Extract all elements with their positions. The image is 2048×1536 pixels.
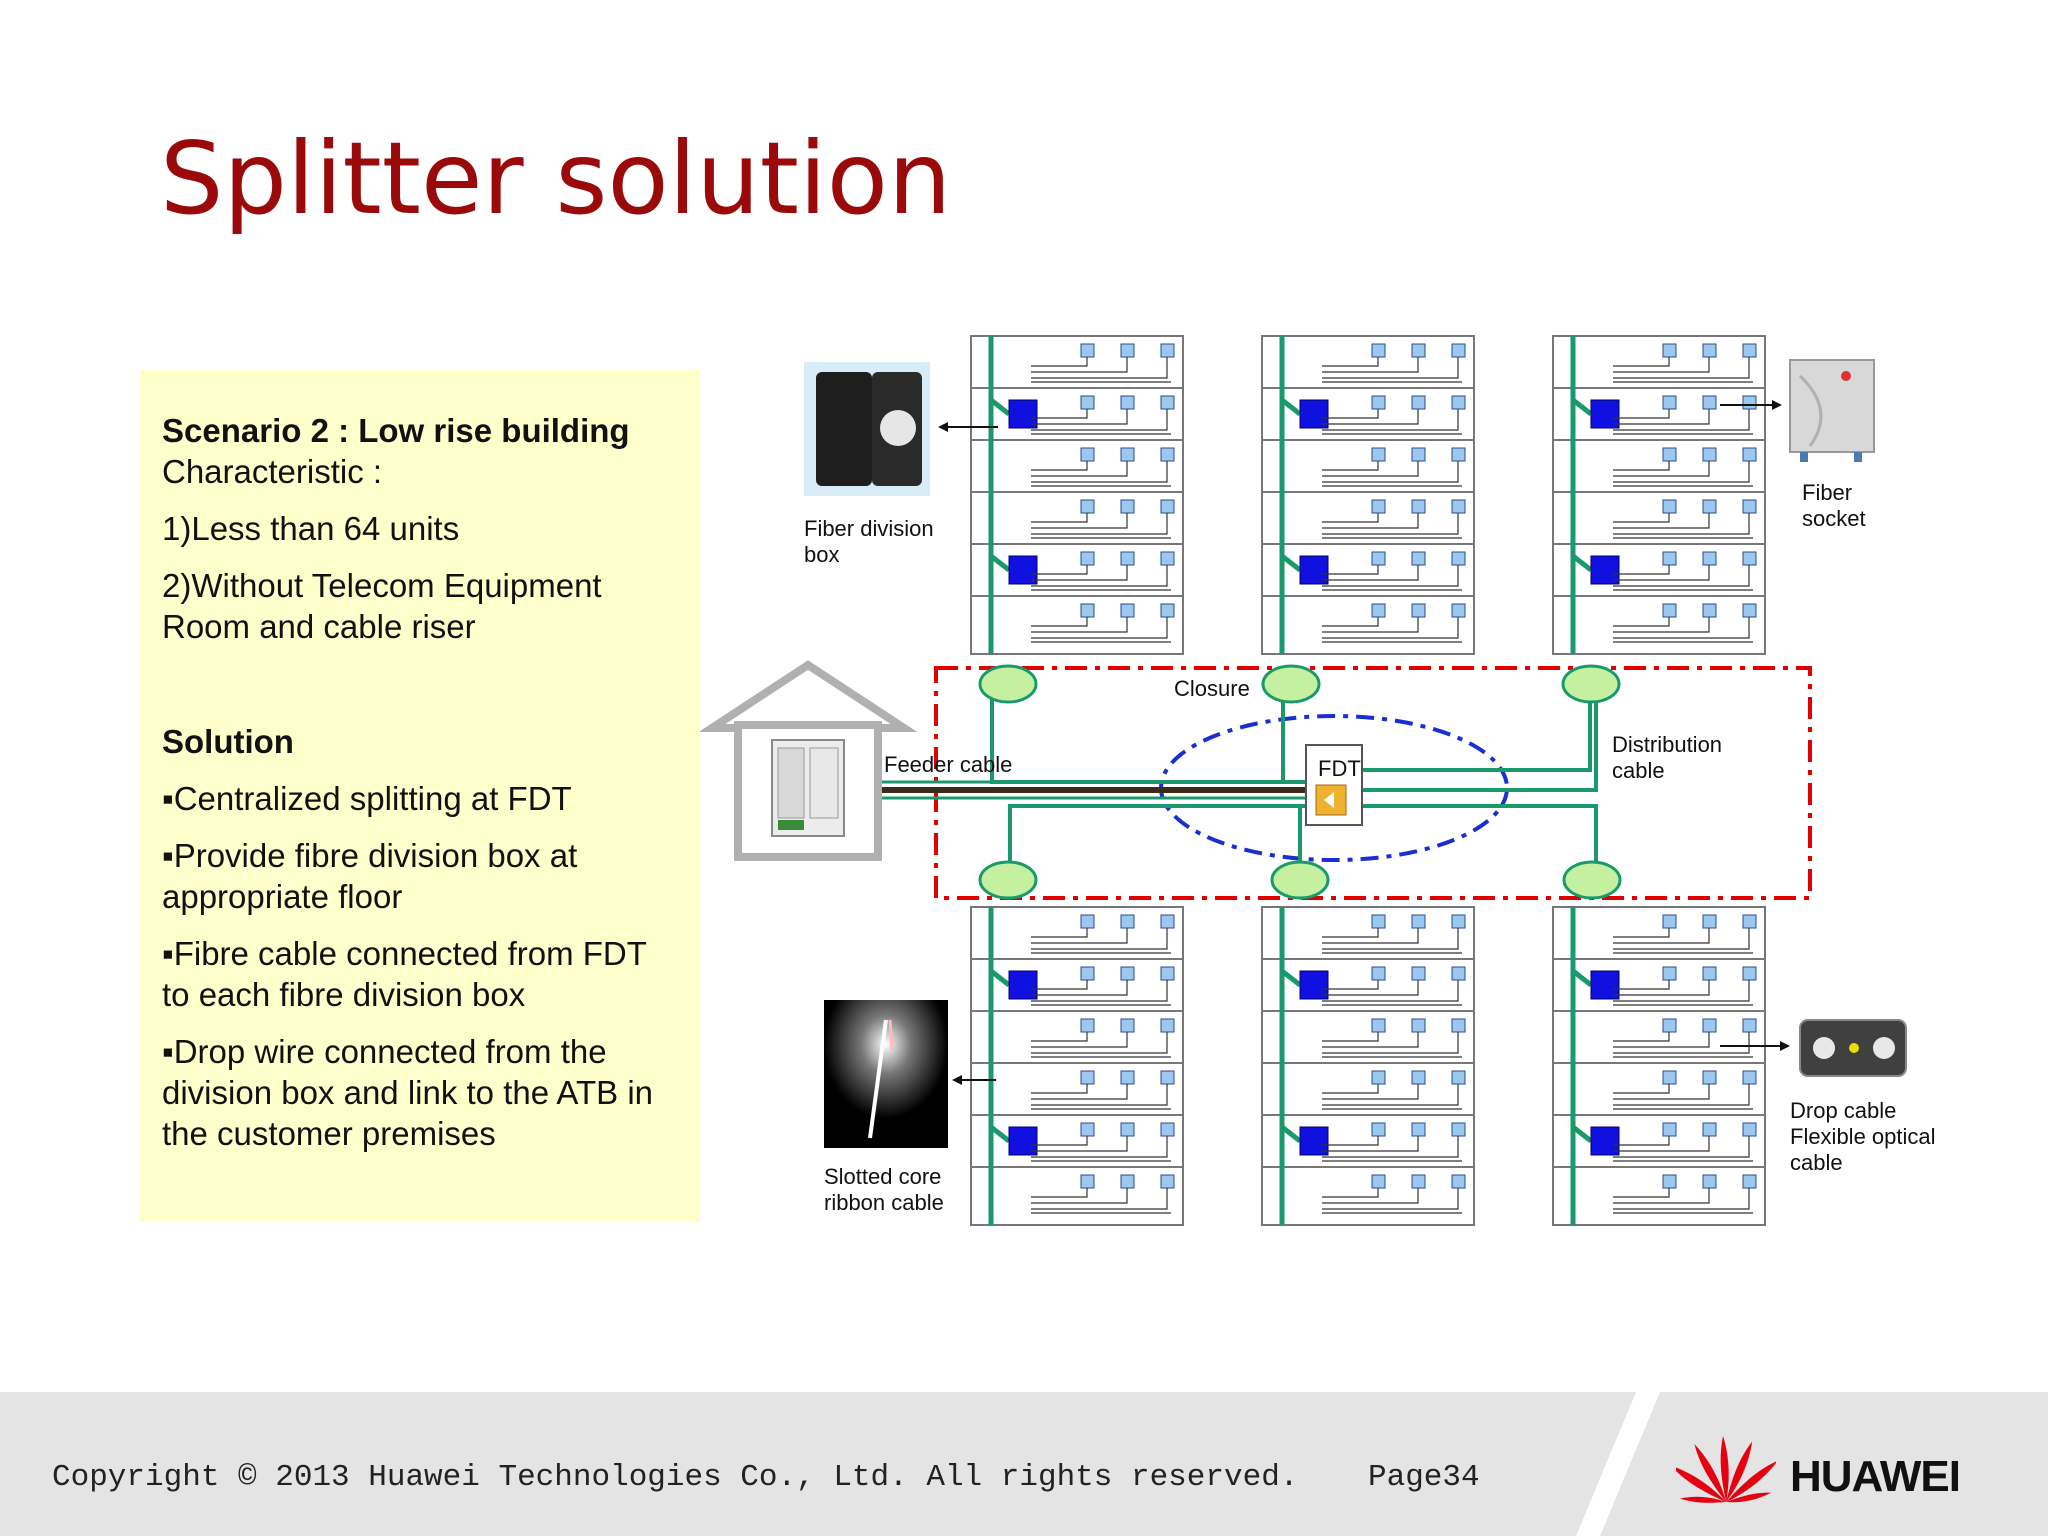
solution-bullet-2: ▪Provide fibre division box at appropriate floor xyxy=(162,837,578,915)
fiber-socket-icon xyxy=(1121,1123,1134,1136)
fiber-socket-icon xyxy=(1081,967,1094,980)
fiber-socket-icon xyxy=(1372,1019,1385,1032)
fiber-socket-icon xyxy=(1663,1019,1676,1032)
slide-title: Splitter solution xyxy=(160,120,952,237)
fiber-socket-icon xyxy=(1452,1123,1465,1136)
fiber-socket-icon xyxy=(1703,1175,1716,1188)
fiber-socket-icon xyxy=(1703,396,1716,409)
fiber-socket-icon xyxy=(1121,500,1134,513)
fiber-division-box-icon xyxy=(804,362,930,496)
fiber-socket-icon xyxy=(1743,1019,1756,1032)
fiber-socket-icon xyxy=(1703,344,1716,357)
fiber-socket-icon xyxy=(1663,967,1676,980)
scenario-heading: Scenario 2 : Low rise building xyxy=(162,412,630,449)
fiber-socket-icon xyxy=(1703,915,1716,928)
fiber-socket-icon xyxy=(1452,448,1465,461)
fiber-socket-icon xyxy=(1081,1071,1094,1084)
fiber-socket-label-2: socket xyxy=(1802,506,1866,531)
fiber-socket-icon xyxy=(1081,1123,1094,1136)
fiber-socket-icon xyxy=(1743,1123,1756,1136)
fiber-socket-icon xyxy=(1663,1071,1676,1084)
fiber-socket-icon xyxy=(1452,1071,1465,1084)
fiber-socket-icon xyxy=(1663,448,1676,461)
fiber-socket-icon xyxy=(1081,915,1094,928)
fiber-socket-icon xyxy=(1372,1175,1385,1188)
distribution-cable-label-1: Distribution xyxy=(1612,732,1723,757)
slotted-core-label-1: Slotted core xyxy=(824,1164,942,1189)
fiber-socket-icon xyxy=(1081,604,1094,617)
huawei-logo-icon xyxy=(1676,1430,1776,1510)
fiber-socket-icon xyxy=(1081,1175,1094,1188)
fiber-socket-icon xyxy=(1743,1175,1756,1188)
fiber-socket-icon xyxy=(1161,1175,1174,1188)
fiber-socket-icon xyxy=(1412,1175,1425,1188)
central-office-icon xyxy=(712,665,904,857)
characteristic-label: Characteristic : xyxy=(162,453,383,490)
closure-label: Closure xyxy=(1174,676,1250,701)
fiber-socket-icon xyxy=(1743,915,1756,928)
solution-bullet-1: ▪Centralized splitting at FDT xyxy=(162,780,572,817)
fiber-socket-icon xyxy=(1743,552,1756,565)
fiber-socket-icon xyxy=(1452,500,1465,513)
fiber-socket-icon xyxy=(1121,915,1134,928)
fiber-socket-icon xyxy=(1412,604,1425,617)
fiber-socket-icon xyxy=(1703,1123,1716,1136)
fiber-socket-icon xyxy=(1161,915,1174,928)
fiber-socket-icon xyxy=(1412,396,1425,409)
fiber-socket-icon xyxy=(1452,1019,1465,1032)
fiber-socket-icon xyxy=(1412,500,1425,513)
fiber-socket-icon xyxy=(1412,344,1425,357)
drop-cable-label-3: cable xyxy=(1790,1150,1843,1175)
page-number: Page34 xyxy=(1368,1460,1480,1495)
fiber-socket-icon xyxy=(1703,500,1716,513)
drop-cable-label-1: Drop cable xyxy=(1790,1098,1897,1123)
fiber-socket-icon xyxy=(1121,396,1134,409)
fiber-socket-icon xyxy=(1161,344,1174,357)
fiber-socket-icon xyxy=(1663,396,1676,409)
solution-bullet-4: ▪Drop wire connected from the division box and link to the ATB in the customer premises xyxy=(162,1033,654,1152)
fiber-socket-icon xyxy=(1161,967,1174,980)
fiber-socket-icon xyxy=(1081,344,1094,357)
fiber-socket-icon xyxy=(1372,967,1385,980)
fiber-socket-icon xyxy=(1121,1071,1134,1084)
fiber-socket-icon xyxy=(1372,500,1385,513)
drop-cable-label-2: Flexible optical xyxy=(1790,1124,1936,1149)
fiber-socket-icon xyxy=(1372,604,1385,617)
fiber-socket-icon xyxy=(1161,604,1174,617)
fiber-socket-icon xyxy=(1790,360,1874,462)
fiber-socket-icon xyxy=(1161,448,1174,461)
fiber-socket-icon xyxy=(1743,344,1756,357)
apartment-building xyxy=(1262,907,1474,1225)
fiber-socket-icon xyxy=(1412,967,1425,980)
fiber-socket-icon xyxy=(1081,1019,1094,1032)
fiber-socket-icon xyxy=(1161,500,1174,513)
fiber-socket-icon xyxy=(1452,396,1465,409)
fiber-socket-icon xyxy=(1372,1071,1385,1084)
fiber-socket-icon xyxy=(1412,448,1425,461)
slotted-core-cable-icon xyxy=(824,1000,948,1148)
fiber-socket-icon xyxy=(1412,1019,1425,1032)
fiber-socket-icon xyxy=(1663,344,1676,357)
fiber-socket-icon xyxy=(1161,1071,1174,1084)
fiber-socket-icon xyxy=(1372,448,1385,461)
fiber-socket-icon xyxy=(1372,344,1385,357)
fiber-socket-icon xyxy=(1121,967,1134,980)
fiber-socket-icon xyxy=(1161,1019,1174,1032)
fiber-socket-icon xyxy=(1663,1123,1676,1136)
fiber-socket-icon xyxy=(1161,552,1174,565)
characteristic-item-1: 1)Less than 64 units xyxy=(162,510,460,547)
fiber-socket-icon xyxy=(1412,1123,1425,1136)
fiber-socket-icon xyxy=(1743,500,1756,513)
copyright-text: Copyright © 2013 Huawei Technologies Co., Ltd. All rights reserved. xyxy=(52,1460,1299,1495)
fiber-socket-icon xyxy=(1663,604,1676,617)
fiber-socket-icon xyxy=(1452,344,1465,357)
fiber-socket-icon xyxy=(1121,448,1134,461)
fiber-socket-icon xyxy=(1412,915,1425,928)
fiber-socket-icon xyxy=(1663,500,1676,513)
fiber-socket-icon xyxy=(1412,1071,1425,1084)
fiber-socket-icon xyxy=(1372,915,1385,928)
fiber-socket-icon xyxy=(1703,552,1716,565)
huawei-logo-text: HUAWEI xyxy=(1790,1452,1960,1501)
fiber-socket-label-1: Fiber xyxy=(1802,480,1853,505)
fiber-socket-icon xyxy=(1703,1019,1716,1032)
fiber-socket-icon xyxy=(1743,604,1756,617)
fiber-socket-icon xyxy=(1663,1175,1676,1188)
apartment-building xyxy=(1262,336,1474,654)
feeder-cable-label: Feeder cable xyxy=(884,752,1013,777)
fiber-socket-icon xyxy=(1663,552,1676,565)
fiber-socket-icon xyxy=(1703,604,1716,617)
fiber-socket-icon xyxy=(1161,396,1174,409)
slotted-core-label-2: ribbon cable xyxy=(824,1190,944,1215)
description-box xyxy=(140,370,700,1222)
fiber-socket-icon xyxy=(1452,967,1465,980)
fiber-socket-icon xyxy=(1743,967,1756,980)
fiber-socket-icon xyxy=(1161,1123,1174,1136)
apartment-building xyxy=(971,907,1183,1225)
fiber-division-box-label-2: box xyxy=(804,542,840,567)
fiber-socket-icon xyxy=(1452,604,1465,617)
fiber-socket-icon xyxy=(1081,396,1094,409)
fiber-socket-icon xyxy=(1663,915,1676,928)
fiber-socket-icon xyxy=(1121,1019,1134,1032)
fiber-socket-icon xyxy=(1452,915,1465,928)
fdt-label: FDT xyxy=(1318,756,1361,781)
fiber-socket-icon xyxy=(1121,1175,1134,1188)
fiber-socket-icon xyxy=(1372,396,1385,409)
fiber-socket-icon xyxy=(1372,1123,1385,1136)
fiber-socket-icon xyxy=(1121,552,1134,565)
apartment-building xyxy=(1553,907,1765,1225)
apartment-building xyxy=(1553,336,1765,654)
fiber-socket-icon xyxy=(1452,1175,1465,1188)
fiber-socket-icon xyxy=(1703,448,1716,461)
apartment-building xyxy=(971,336,1183,654)
characteristic-item-2: 2)Without Telecom Equipment Room and cable riser xyxy=(162,567,602,645)
drop-cable-icon xyxy=(1800,1020,1906,1076)
fiber-socket-icon xyxy=(1121,604,1134,617)
distribution-cable-label-2: cable xyxy=(1612,758,1665,783)
fiber-socket-icon xyxy=(1372,552,1385,565)
fiber-socket-icon xyxy=(1703,967,1716,980)
fiber-socket-icon xyxy=(1743,396,1756,409)
fiber-socket-icon xyxy=(1081,500,1094,513)
fiber-socket-icon xyxy=(1081,448,1094,461)
solution-bullet-3: ▪Fibre cable connected from FDT to each fibre division box xyxy=(162,935,647,1013)
fiber-socket-icon xyxy=(1743,448,1756,461)
fiber-socket-icon xyxy=(1081,552,1094,565)
solution-heading: Solution xyxy=(162,723,294,760)
fiber-socket-icon xyxy=(1703,1071,1716,1084)
network-diagram xyxy=(700,320,1980,1250)
fiber-socket-icon xyxy=(1743,1071,1756,1084)
fiber-socket-icon xyxy=(1412,552,1425,565)
fiber-socket-icon xyxy=(1121,344,1134,357)
fiber-division-box-label-1: Fiber division xyxy=(804,516,934,541)
fiber-socket-icon xyxy=(1452,552,1465,565)
